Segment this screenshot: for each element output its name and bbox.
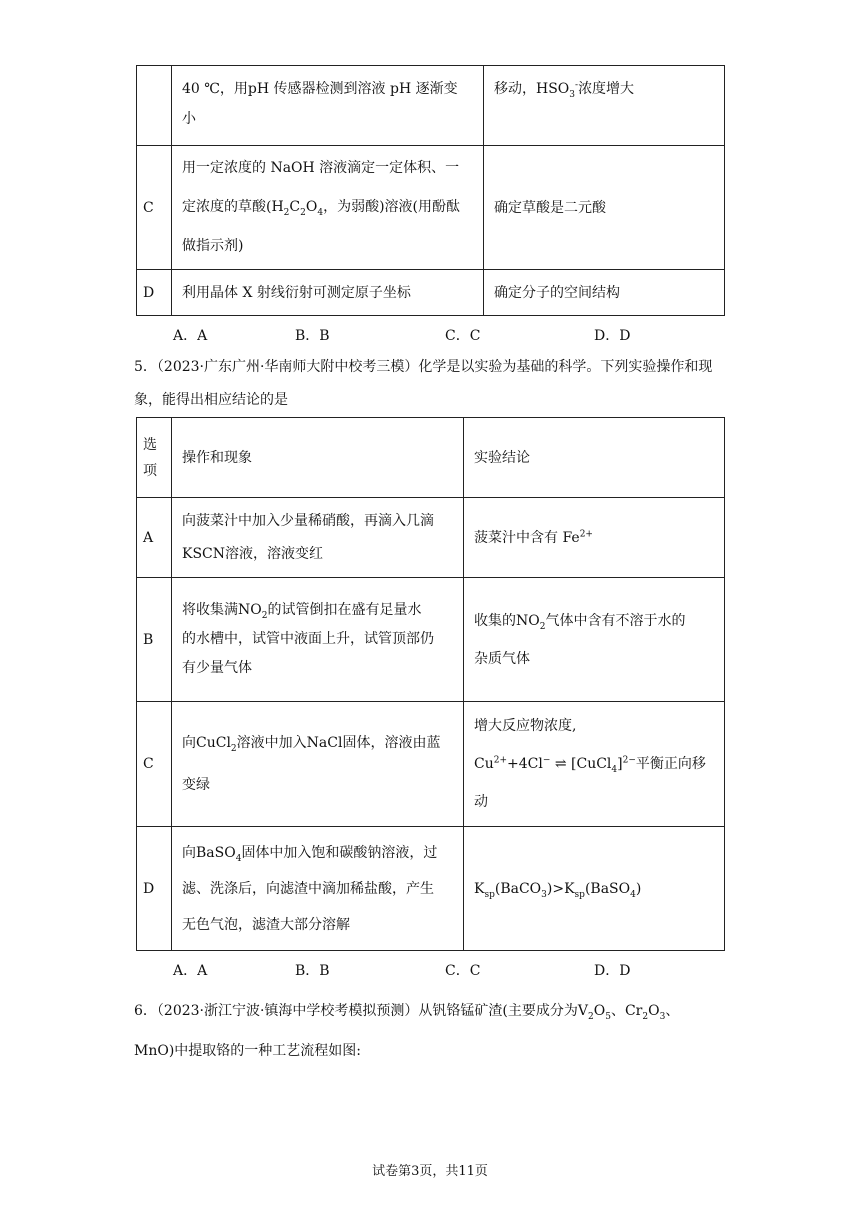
option-a: A．A <box>173 963 208 979</box>
page-footer: 试卷第3页，共11页 <box>372 1164 488 1179</box>
header-operation: 操作和现象 <box>172 418 464 498</box>
conclusion-cell: 收集的$NO_2$气体中含有不溶于水的 杂质气体 <box>464 578 725 702</box>
operation-cell: 40 ℃，用pH 传感器检测到溶液 pH 逐渐变 小 <box>172 66 484 146</box>
conclusion-cell: $K_{sp}(BaCO_3)>K_{sp}(BaSO_4)$ <box>464 827 725 951</box>
option-d: D．D <box>594 328 631 344</box>
row-label: B <box>137 578 172 702</box>
option-d: D．D <box>594 963 631 979</box>
operation-cell: 利用晶体 X 射线衍射可测定原子坐标 <box>172 270 484 316</box>
question4-table <box>136 65 725 316</box>
row-label: D <box>137 270 172 316</box>
conclusion-cell: 增大反应物浓度, $Cu^{2+}+4Cl^-$ ⇌ [CuCl$_4$]$^{2-}$平衡正向移 动 <box>464 702 725 827</box>
table-row <box>137 498 725 578</box>
table-row <box>137 578 725 702</box>
header-label-cell: 选 项 <box>137 418 172 498</box>
operation-cell: 向菠菜汁中加入少量稀硝酸，再滴入几滴 KSCN溶液，溶液变红 <box>172 498 464 578</box>
row-label: C <box>137 146 172 270</box>
question5-options <box>0 960 860 980</box>
operation-cell: 向BaSO$_4$固体中加入饱和碳酸钠溶液，过 滤、洗涤后，向滤渣中滴加稀盐酸，产生 无色气泡，滤渣大部分溶解 <box>172 827 464 951</box>
operation-cell: 用一定浓度的 NaOH 溶液滴定一定体积、一 定浓度的草酸($H_2C_2O_4$，为弱酸)溶液(用酚酞 做指示剂) <box>172 146 484 270</box>
option-c: C．C <box>445 328 481 344</box>
row-label <box>137 66 172 146</box>
question5-table <box>136 417 725 951</box>
conclusion-cell: 确定草酸是二元酸 <box>484 146 725 270</box>
conclusion-cell: 移动，$HSO_3^-$浓度增大 <box>484 66 725 146</box>
row-label: C <box>137 702 172 827</box>
question5-text: 5．（2023·广东广州·华南师大附中校考三模）化学是以实验为基础的科学。下列实验操作和现象，能得出相应结论的是 <box>134 359 713 408</box>
option-b: B．B <box>295 328 330 344</box>
question4-options <box>0 325 860 345</box>
row-label: A <box>137 498 172 578</box>
operation-cell: 将收集满$NO_2$的试管倒扣在盛有足量水 的水槽中，试管中液面上升，试管顶部仍 有少量气体 <box>172 578 464 702</box>
option-a: A．A <box>173 328 208 344</box>
row-label: D <box>137 827 172 951</box>
conclusion-cell: 菠菜汁中含有 $Fe^{2+}$ <box>464 498 725 578</box>
header-conclusion: 实验结论 <box>464 418 725 498</box>
conclusion-cell: 确定分子的空间结构 <box>484 270 725 316</box>
table-row <box>137 702 725 827</box>
operation-cell: 向CuCl$_2$溶液中加入NaCl固体，溶液由蓝 变绿 <box>172 702 464 827</box>
option-b: B．B <box>295 963 330 979</box>
table-row <box>137 66 725 146</box>
table-row <box>137 827 725 951</box>
question6-text: 6．（2023·浙江宁波·镇海中学校考模拟预测）从钒铬锰矿渣(主要成分为$V_2O_5$、$Cr_2O_3$、 MnO)中提取铬的一种工艺流程如图: <box>134 1003 680 1059</box>
option-c: C．C <box>445 963 481 979</box>
table-header-row <box>137 418 725 498</box>
table-row <box>137 146 725 270</box>
table-row <box>137 270 725 316</box>
